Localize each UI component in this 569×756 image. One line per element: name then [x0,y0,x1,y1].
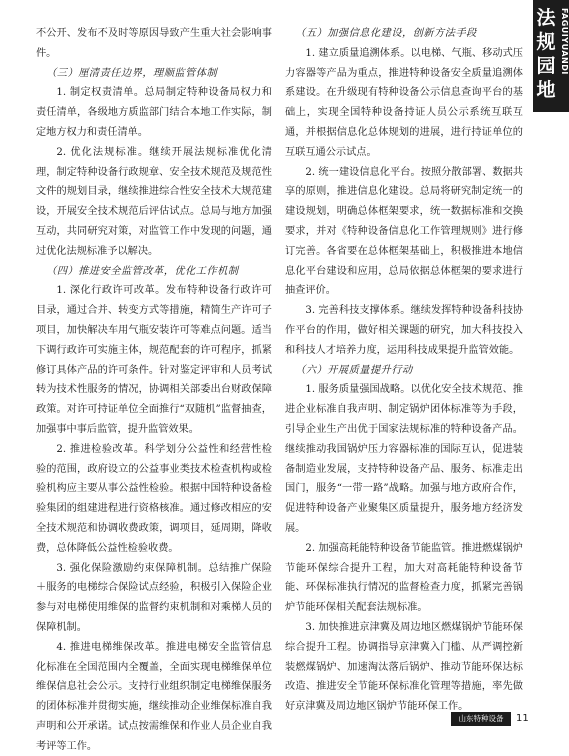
section-tab-title: 法规园地 [536,7,556,101]
paragraph: 2. 优化法规标准。继续开展法规标准优化清理，制定特种设备行政规章、安全技术规范及规范性文件的规划目录，继续推进综合性安全技术大规范建设，开展安全技术规范后评估试点。总局与地方加强互动，共同研究对策，对监管工作中发现的问题，通过优化法规标准予以解决。 [36,146,272,257]
paragraph: 1. 建立质量追溯体系。以电梯、气瓶、移动式压力容器等产品为重点，推进特种设备安全质量追溯体系建设。在升级现有特种设备公示信息查询平台的基础上，实现全国特种设备持证人员公示系统互联互通，并根据信息化总体规划的进展，进行持证单位的互联互通公示试点。 [285,47,523,158]
paragraph-continuation: 不公开、发布不及时等原因导致产生重大社会影响事件。 [36,28,272,59]
section-heading-6: （六）开展质量提升行动 [295,364,413,376]
section-heading-5: （五）加强信息化建设，创新方法手段 [295,28,477,39]
left-article-column [36,24,272,756]
paragraph: 3. 强化保险激励约束保障机制。总结推广保险＋服务的电梯综合保险试点经验，积极引入保险企业参与对电梯使用维保的监督约束机制和对乘梯人员的保障机制。 [36,562,272,633]
paragraph: 2. 加强高耗能特种设备节能监管。推进燃煤锅炉节能环保综合提升工程，加大对高耗能特种设备节能、环保标准执行情况的监督检查力度，抓紧完善锅炉节能环保相关配套法规标准。 [285,542,523,614]
magazine-name-badge: 山东特种设备 [451,712,511,726]
page-number: 11 [516,713,529,724]
paragraph: 3. 加快推进京津冀及周边地区燃煤锅炉节能环保综合提升工程。协调指导京津冀入门槛、从严调控新装燃煤锅炉、加速淘汰落后锅炉、推动节能环保达标改造、推进安全节能环保标准化管理等措施，率先做好京津冀及周边地区锅炉节能环保工作。 [285,621,523,713]
paragraph: 2. 推进检验改革。科学划分公益性和经营性检验的范围，政府设立的公益事业类技术检查机构或检验机构应主要从事公益性检验。根据中国特种设备检验集团的组建进程进行资格核准。通过修改相应的安全技术规范和协调收费政策，调项目，延周期，降收费，总体降低公益性检验收费。 [36,443,272,554]
section-tab [533,0,569,112]
section-tab-subtitle: FAGUIYUANDI [560,8,569,75]
paragraph: 3. 完善科技支撑体系。继续发挥特种设备科技协作平台的作用，做好相关课题的研究，加大科技投入和科技人才培养力度，运用科技成果提升监管效能。 [285,305,523,356]
paragraph: 1. 制定权责清单。总局制定特种设备局权力和责任清单，各级地方质监部门结合本地工作实际，制定地方权力和责任清单。 [36,87,272,138]
paragraph: 1. 服务质量强国战略。以优化安全技术规范、推进企业标准自我声明、制定锅炉团体标准等为手段，引导企业生产出优于国家法规标准的特种设备产品。继续推动我国锅炉压力容器标准的国际互认，促进装备制造业发展，支持特种设备产品、服务、标准走出国门，服务“一带一路”战略。加强与地方政府合作，促进特种设备产业聚集区质量提升，服务地方经济发展。 [285,384,523,534]
right-article-column [285,24,523,717]
paragraph: 4. 推进电梯维保改革。推进电梯安全监管信息化标准在全国范围内全覆盖，全面实现电梯维保单位维保信息社会公示。支持行业组织制定电梯维保服务的团体标准并贯彻实施，继续推动企业维保标准自我声明和公开承诺。试点按需维保和作业人员企业自我考评等工作。 [36,641,272,752]
section-heading-3: （三）厘清责任边界，理顺监管体制 [46,67,218,79]
section-heading-4: （四）推进安全监管改革，优化工作机制 [46,265,239,277]
paragraph: 2. 统一建设信息化平台。按照分散部署、数据共享的原则，推进信息化建设。总局将研究制定统一的建设规划，明确总体框架要求，统一数据标准和交换要求，并对《特种设备信息化工作管理规则》进行修订完善。各省要在总体框架基础上，积极推进本地信息化平台建设和应用，总局依据总体框架的要求进行抽查评价。 [285,166,523,297]
paragraph: 1. 深化行政许可改革。发布特种设备行政许可目录，通过合并、转变方式等措施，精简生产许可子项目，加快解决车用气瓶安装许可等难点问题。适当下调行政许可实施主体，规范配套的许可程序，抓紧修订具体产品的许可条件。针对鉴定评审和人员考试转为技术性服务的情况，协调相关部委出台财政保障政策。对许可持证单位全面推行“双随机”监督抽查，加强事中事后监管，提升监管效果。 [36,285,272,435]
